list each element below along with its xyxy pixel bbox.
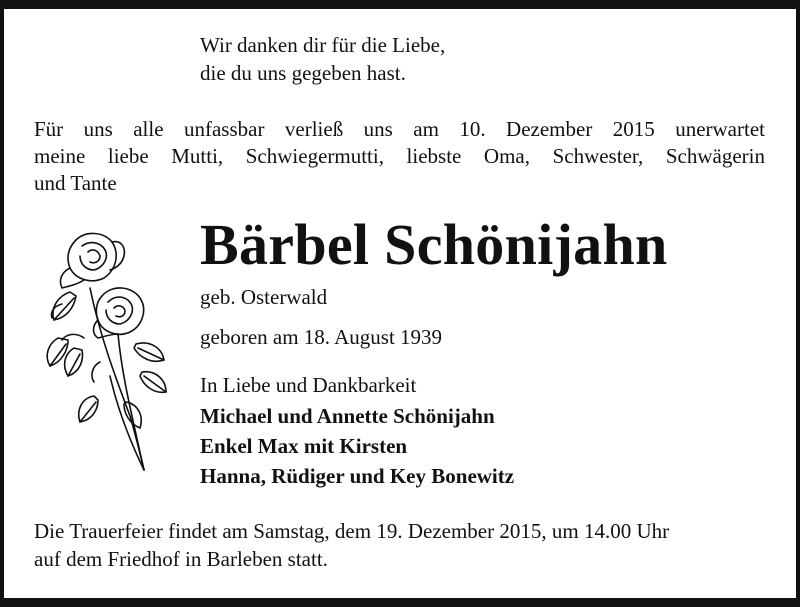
roses-icon: [40, 226, 180, 476]
intro-line-3: und Tante: [34, 171, 117, 195]
motto-line-2: die du uns gegeben hast.: [200, 61, 406, 85]
mourners-intro: In Liebe und Dankbarkeit: [200, 373, 417, 397]
mourner-line: Michael und Annette Schönijahn: [200, 404, 495, 428]
deceased-name: Bärbel Schönijahn: [200, 212, 668, 277]
motto-line-1: Wir danken dir für die Liebe,: [200, 33, 446, 57]
intro-line-2: meine liebe Mutti, Schwiegermutti, liebste Oma, Schwester, Schwägerin: [34, 144, 765, 168]
birth-date: geboren am 18. August 1939: [200, 325, 443, 349]
birth-name: geb. Osterwald: [200, 285, 328, 309]
mourner-line: Enkel Max mit Kirsten: [200, 434, 408, 458]
funeral-line-2: auf dem Friedhof in Barleben statt.: [34, 547, 328, 571]
mourner-line: Hanna, Rüdiger und Key Bonewitz: [200, 464, 515, 488]
funeral-line-1: Die Trauerfeier findet am Samstag, dem 19. Dezember 2015, um 14.00 Uhr: [34, 519, 670, 543]
intro-line-1: Für uns alle unfassbar verließ uns am 10. Dezember 2015 unerwartet: [34, 117, 765, 141]
